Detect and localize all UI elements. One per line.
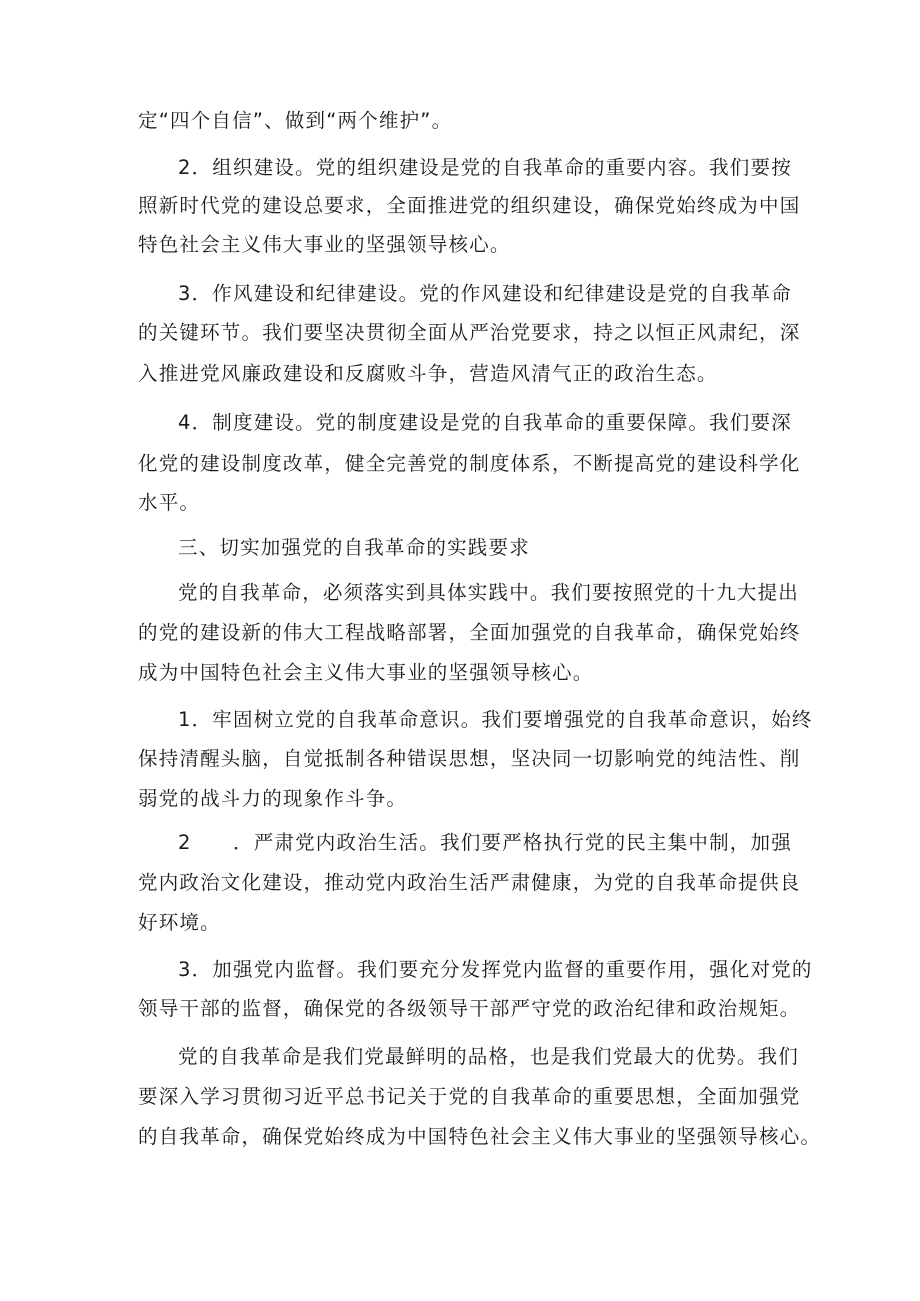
text-line: 特色社会主义伟大事业的坚强领导核心。 bbox=[138, 233, 511, 256]
text-line: 照新时代党的建设总要求，全面推进党的组织建设，确保党始终成为中国 bbox=[138, 194, 801, 217]
text-line: 3．作风建设和纪律建设。党的作风建设和纪律建设是党的自我革命 bbox=[178, 282, 792, 305]
text-line: 要深入学习贯彻习近平总书记关于党的自我革命的重要思想，全面加强党 bbox=[138, 1085, 801, 1108]
text-line: 定“四个自信”、做到“两个维护”。 bbox=[138, 109, 453, 132]
text-line: 2 ．严肃党内政治生活。我们要严格执行党的民主集中制，加强 bbox=[178, 831, 792, 854]
text-line: 化党的建设制度改革，健全完善党的制度体系，不断提高党的建设科学化 bbox=[138, 452, 801, 475]
text-line: 3．加强党内监督。我们要充分发挥党内监督的重要作用，强化对党的 bbox=[178, 958, 813, 981]
text-line: 成为中国特色社会主义伟大事业的坚强领导核心。 bbox=[138, 661, 594, 684]
text-line: 好环境。 bbox=[138, 911, 221, 934]
text-line: 水平。 bbox=[138, 491, 201, 514]
text-line: 党内政治文化建设，推动党内政治生活严肃健康，为党的自我革命提供良 bbox=[138, 871, 801, 894]
text-line: 入推进党风廉政建设和反腐败斗争，营造风清气正的政治生态。 bbox=[138, 362, 718, 385]
text-line: 的党的建设新的伟大工程战略部署，全面加强党的自我革命，确保党始终 bbox=[138, 621, 801, 644]
text-line: 的关键环节。我们要坚决贯彻全面从严治党要求，持之以恒正风肃纪，深 bbox=[138, 321, 801, 344]
text-line: 弱党的战斗力的现象作斗争。 bbox=[138, 787, 408, 810]
text-line: 党的自我革命是我们党最鲜明的品格，也是我们党最大的优势。我们 bbox=[178, 1045, 800, 1068]
text-line: 2．组织建设。党的组织建设是党的自我革命的重要内容。我们要按 bbox=[178, 156, 792, 179]
section-heading: 三、切实加强党的自我革命的实践要求 bbox=[178, 536, 530, 559]
text-line: 1．牢固树立党的自我革命意识。我们要增强党的自我革命意识，始终 bbox=[178, 708, 813, 731]
text-line: 的自我革命，确保党始终成为中国特色社会主义伟大事业的坚强领导核心。 bbox=[138, 1125, 822, 1148]
text-line: 领导干部的监督，确保党的各级领导干部严守党的政治纪律和政治规矩。 bbox=[138, 997, 801, 1020]
text-line: 保持清醒头脑，自觉抵制各种错误思想，坚决同一切影响党的纯洁性、削 bbox=[138, 747, 801, 770]
text-line: 党的自我革命，必须落实到具体实践中。我们要按照党的十九大提出 bbox=[178, 581, 800, 604]
text-line: 4．制度建设。党的制度建设是党的自我革命的重要保障。我们要深 bbox=[178, 411, 792, 434]
